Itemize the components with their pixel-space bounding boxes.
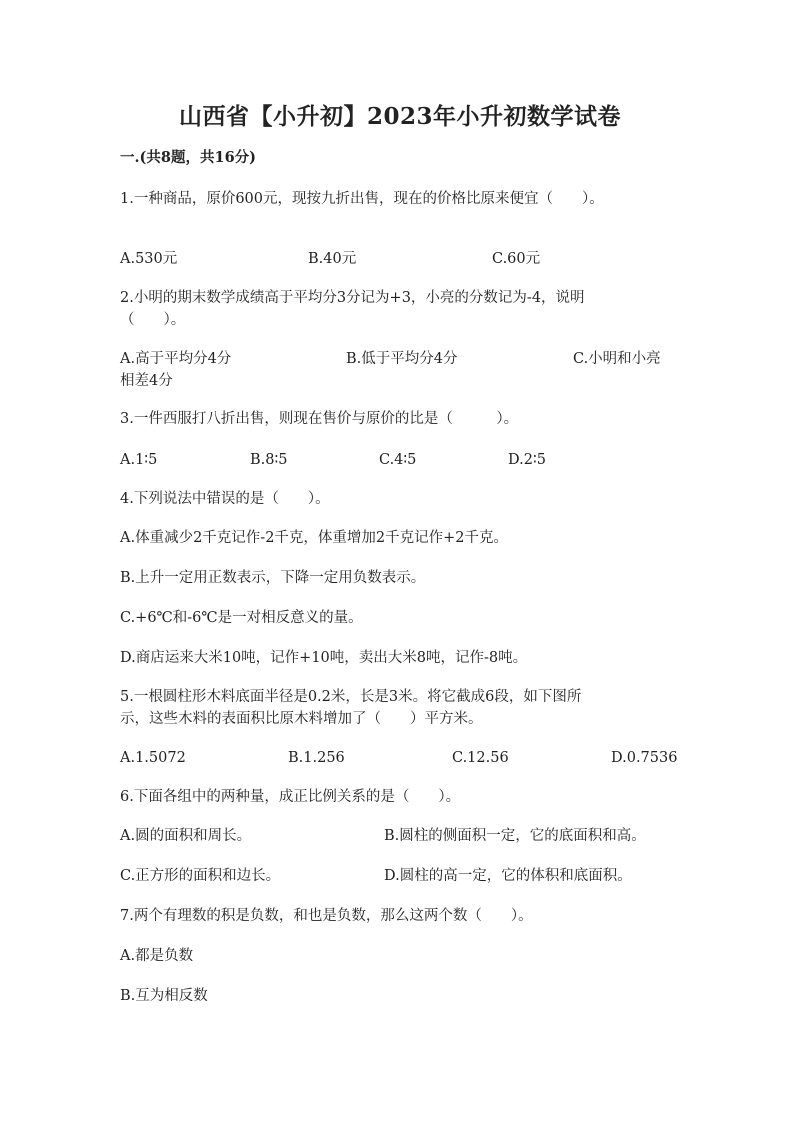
q3-option-b: B.8∶5 <box>250 452 288 468</box>
q2-option-c-continued: 相差4分 <box>120 373 173 389</box>
question-2-line-1: 2.小明的期末数学成绩高于平均分3分记为+3，小亮的分数记为-4，说明 <box>120 290 585 306</box>
q5-option-d: D.0.7536 <box>611 750 678 766</box>
question-7: 7.两个有理数的积是负数，和也是负数，那么这两个数（ ）。 <box>120 908 533 924</box>
question-5-line-2: 示，这些木料的表面积比原木料增加了（ ）平方米。 <box>120 711 483 727</box>
question-4: 4.下列说法中错误的是（ ）。 <box>120 491 330 507</box>
q2-option-b: B.低于平均分4分 <box>346 351 458 367</box>
q6-option-a: A.圆的面积和周长。 <box>120 828 252 844</box>
q5-option-a: A.1.5072 <box>120 750 186 766</box>
q7-option-b: B.互为相反数 <box>120 988 208 1004</box>
q2-option-c: C.小明和小亮 <box>573 351 661 367</box>
question-3: 3.一件西服打八折出售，则现在售价与原价的比是（ ）。 <box>120 411 519 427</box>
q3-option-d: D.2∶5 <box>508 452 546 468</box>
q4-option-d: D.商店运来大米10吨，记作+10吨，卖出大米8吨，记作-8吨。 <box>120 650 528 666</box>
section-heading: 一.(共8题，共16分) <box>120 149 257 166</box>
q1-option-c: C.60元 <box>492 251 541 267</box>
question-5-line-1: 5.一根圆柱形木料底面半径是0.2米，长是3米。将它截成6段，如下图所 <box>120 689 582 705</box>
q7-option-a: A.都是负数 <box>120 948 194 964</box>
q1-option-a: A.530元 <box>120 251 178 267</box>
q5-option-b: B.1.256 <box>288 750 345 766</box>
q6-option-b: B.圆柱的侧面积一定，它的底面积和高。 <box>384 828 646 844</box>
q4-option-c: C.+6℃和-6℃是一对相反意义的量。 <box>120 610 363 626</box>
question-1: 1.一种商品，原价600元，现按九折出售，现在的价格比原来便宜（ ）。 <box>120 191 604 207</box>
q6-option-c: C.正方形的面积和边长。 <box>120 868 281 884</box>
question-6: 6.下面各组中的两种量，成正比例关系的是（ ）。 <box>120 789 461 805</box>
exam-title: 山西省【小升初】2023年小升初数学试卷 <box>178 103 621 130</box>
q1-option-b: B.40元 <box>308 251 357 267</box>
q6-option-d: D.圆柱的高一定，它的体积和底面积。 <box>384 868 632 884</box>
q2-option-a: A.高于平均分4分 <box>120 351 232 367</box>
q4-option-a: A.体重减少2千克记作-2千克，体重增加2千克记作+2千克。 <box>120 530 509 546</box>
q5-option-c: C.12.56 <box>452 750 509 766</box>
q3-option-c: C.4∶5 <box>379 452 417 468</box>
question-2-line-2: （ ）。 <box>120 312 186 328</box>
q3-option-a: A.1∶5 <box>120 452 158 468</box>
q4-option-b: B.上升一定用正数表示，下降一定用负数表示。 <box>120 570 426 586</box>
